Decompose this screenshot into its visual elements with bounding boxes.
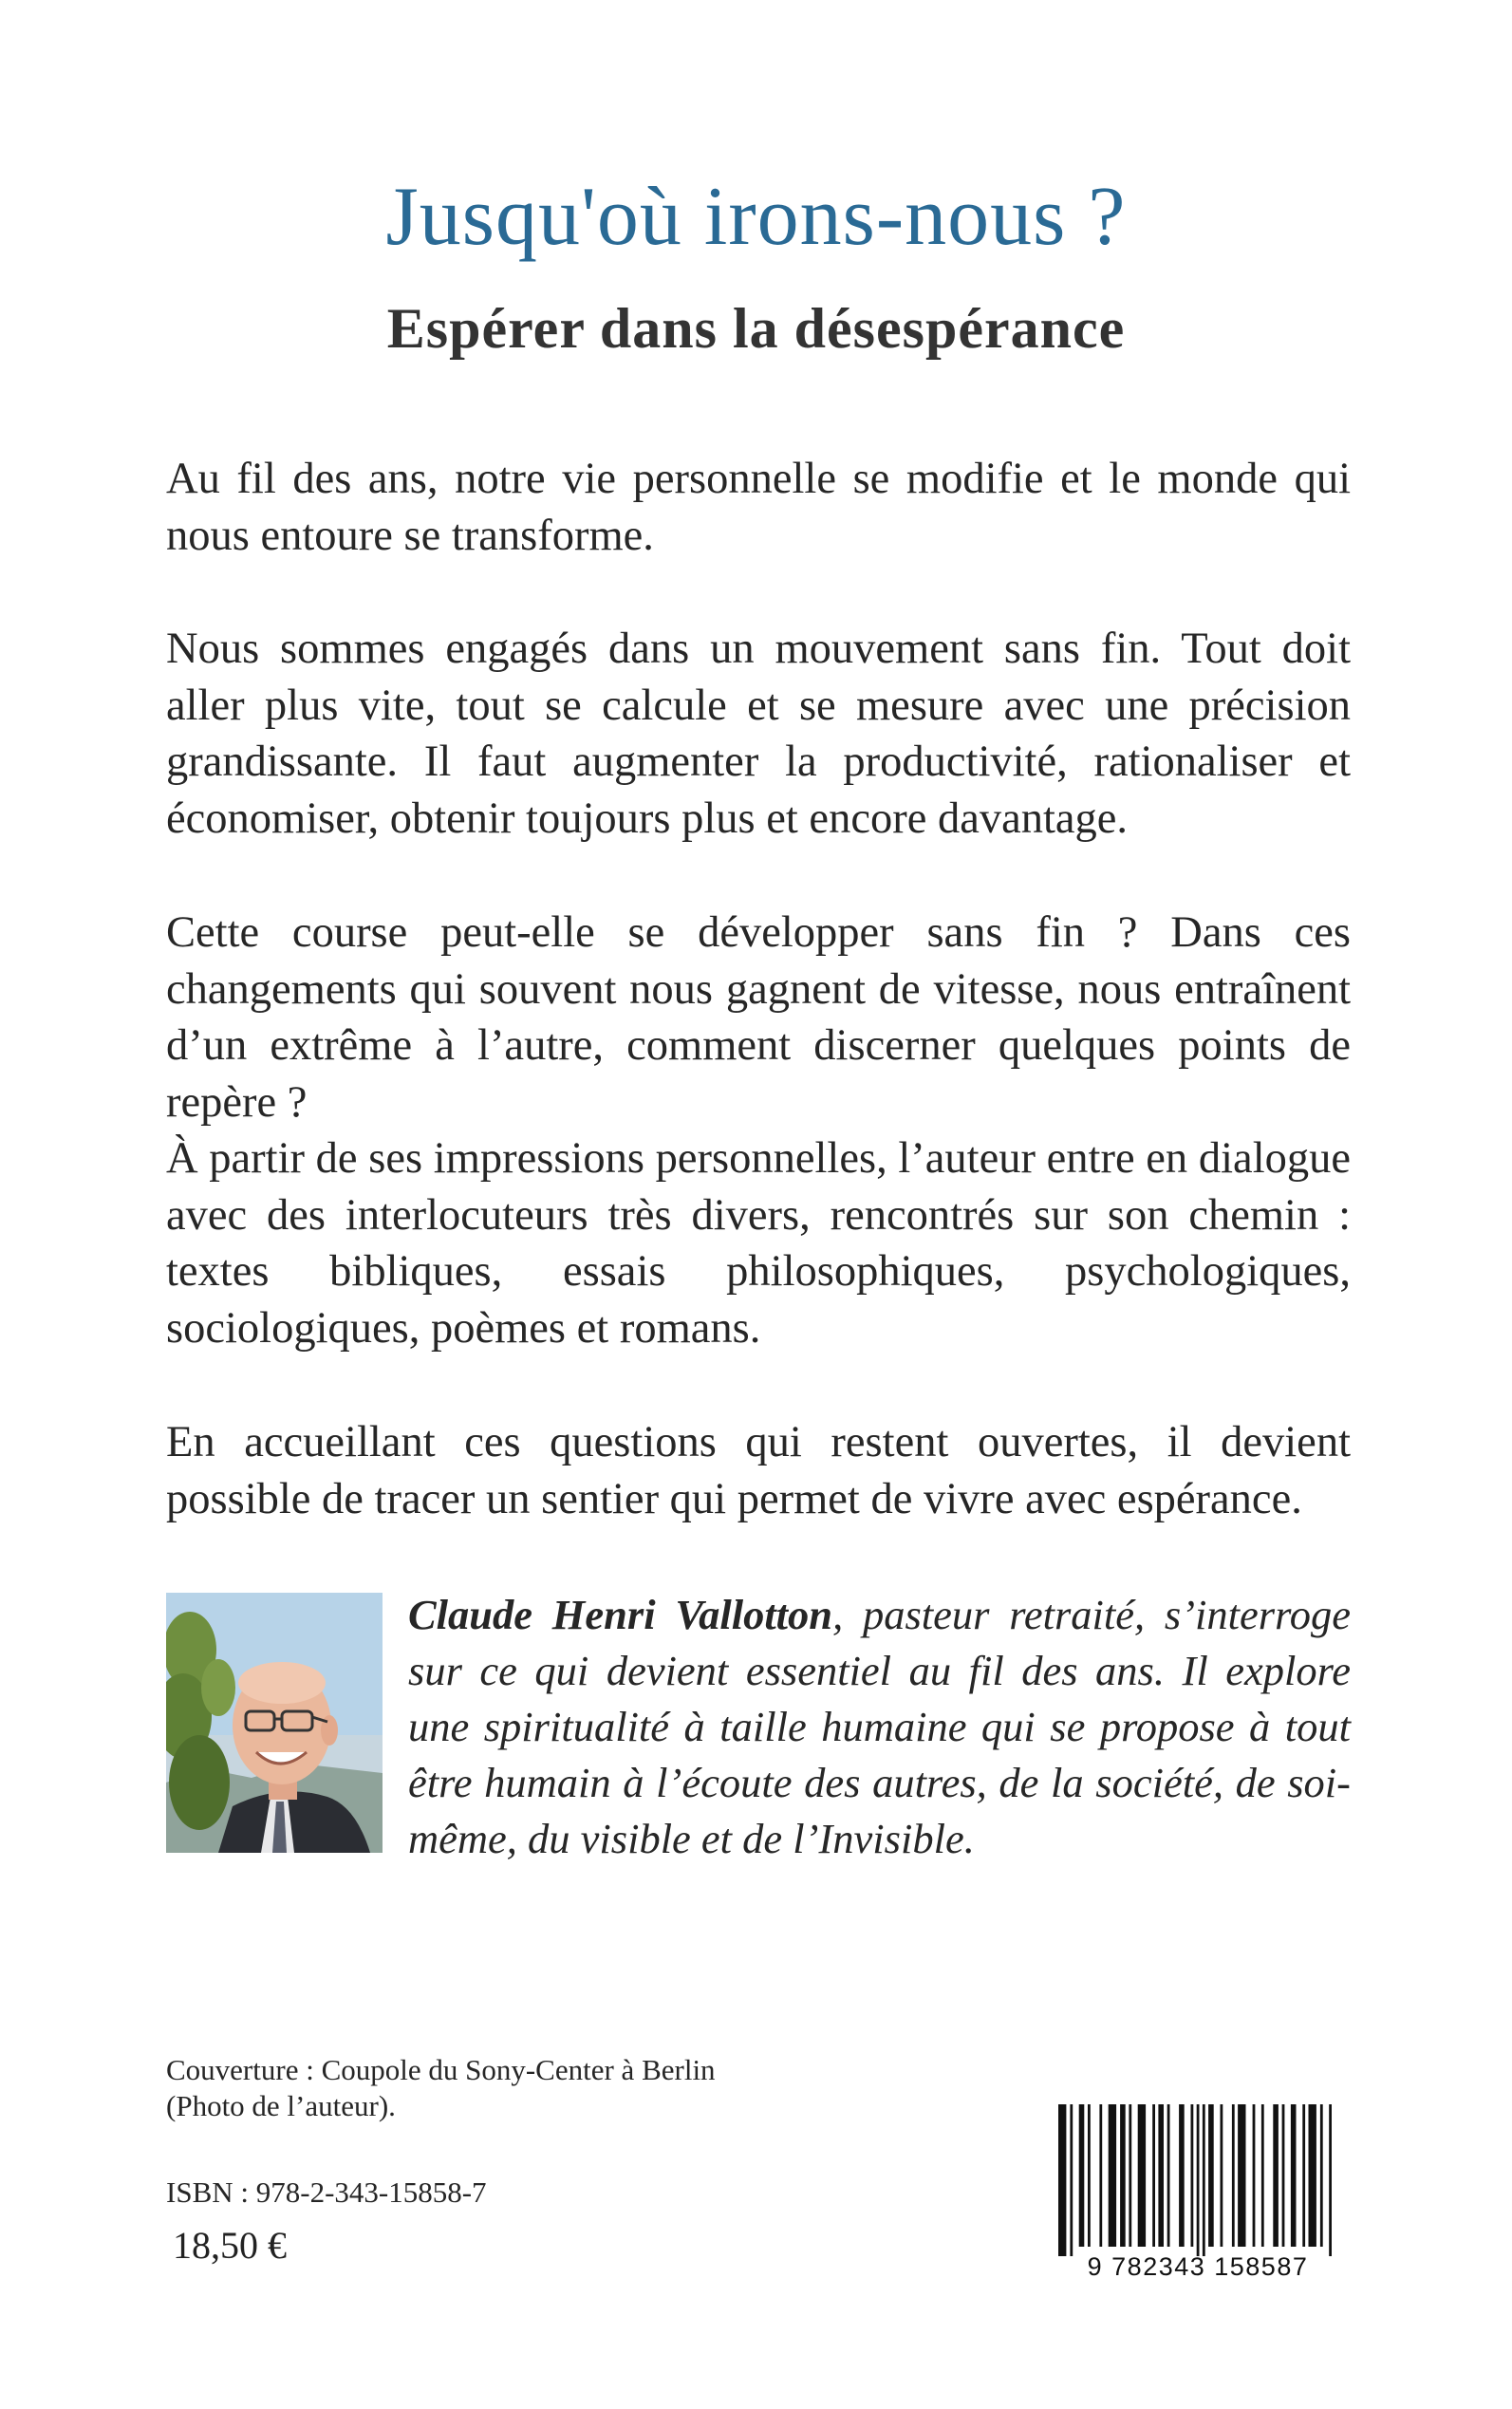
barcode-bar — [1167, 2104, 1170, 2247]
barcode-bar — [1253, 2104, 1256, 2247]
barcode-digits: 9 782343 158587 — [1087, 2252, 1309, 2281]
price-label: 18,50 € — [173, 2224, 287, 2267]
barcode-bar — [1291, 2104, 1297, 2247]
isbn-label: ISBN : 978-2-343-15858-7 — [166, 2176, 487, 2209]
barcode-bar — [1079, 2104, 1085, 2247]
blurb-paragraph-4: À partir de ses impressions personnelles, l’auteur entre en dialogue avec des interlocuteurs très divers, rencontrés sur son chemin : textes bibliques, essais philosophiques, psychologiques, sociologiques, poèmes et romans. — [166, 1134, 1351, 1353]
blurb-paragraph-1: Au fil des ans, notre vie personnelle se modifie et le monde qui nous entoure se transforme. — [166, 455, 1351, 560]
barcode-bar — [1120, 2104, 1126, 2247]
barcode-bar — [1329, 2104, 1332, 2256]
cover-credit — [166, 2052, 716, 2124]
book-title: Jusqu'où irons-nous ? — [385, 171, 1127, 263]
barcode-bar — [1129, 2104, 1131, 2247]
cover-credit-line-2: (Photo de l’auteur). — [166, 2089, 396, 2122]
barcode-bar — [1179, 2104, 1185, 2247]
barcode-bar — [1099, 2104, 1102, 2247]
author-bio-text: , pasteur retraité, s’interroge sur ce qui devient essentiel au fil des ans. Il explore une spiritualité à taille humaine qui se propose à tout être humain à l’écoute des autres, de la société, de soi-même, du visible et de l’Invisible. — [408, 1591, 1351, 1862]
barcode-bar — [1208, 2104, 1214, 2247]
barcode-bar — [1158, 2104, 1164, 2247]
barcode-bar — [1109, 2104, 1116, 2247]
author-bio — [408, 1587, 1351, 1867]
barcode-bar — [1282, 2104, 1285, 2247]
barcode-bar — [1221, 2104, 1223, 2247]
barcode-bar — [1138, 2104, 1146, 2247]
barcode-bar — [1203, 2104, 1205, 2256]
barcode-bar — [1273, 2104, 1279, 2247]
author-name: Claude Henri Vallotton — [408, 1591, 833, 1638]
barcode — [1045, 2101, 1351, 2281]
cover-credit-line-1: Couverture : Coupole du Sony-Center à Berlin — [166, 2053, 716, 2086]
blurb-paragraph-5: En accueillant ces questions qui restent ouvertes, il devient possible de tracer un sentier qui permet de vivre avec espérance. — [166, 1418, 1351, 1523]
barcode-bar — [1309, 2104, 1316, 2247]
barcode-bar — [1261, 2104, 1264, 2247]
barcode-bar — [1088, 2104, 1091, 2247]
blurb-paragraph-3: Cette course peut-elle se développer sans fin ? Dans ces changements qui souvent nous gagnent de vitesse, nous entraînent d’un extrême à l’autre, comment discerner quelques points de repère ? — [166, 908, 1351, 1127]
book-subtitle: Espérer dans la désespérance — [386, 297, 1126, 360]
author-photo — [166, 1593, 383, 1853]
barcode-bar — [1302, 2104, 1305, 2247]
barcode-bar — [1152, 2104, 1155, 2247]
barcode-bar — [1232, 2104, 1235, 2247]
blurb-paragraph-2: Nous sommes engagés dans un mouvement sans fin. Tout doit aller plus vite, tout se calcule et se mesure avec une précision grandissante. Il faut augmenter la productivité, rationaliser et économiser, obtenir toujours plus et encore davantage. — [166, 625, 1351, 843]
barcode-bar — [1058, 2104, 1066, 2256]
barcode-bar — [1070, 2104, 1073, 2256]
barcode-bar — [1191, 2104, 1194, 2247]
barcode-bar — [1238, 2104, 1245, 2247]
barcode-bar — [1197, 2104, 1200, 2256]
barcode-bar — [1320, 2104, 1323, 2247]
